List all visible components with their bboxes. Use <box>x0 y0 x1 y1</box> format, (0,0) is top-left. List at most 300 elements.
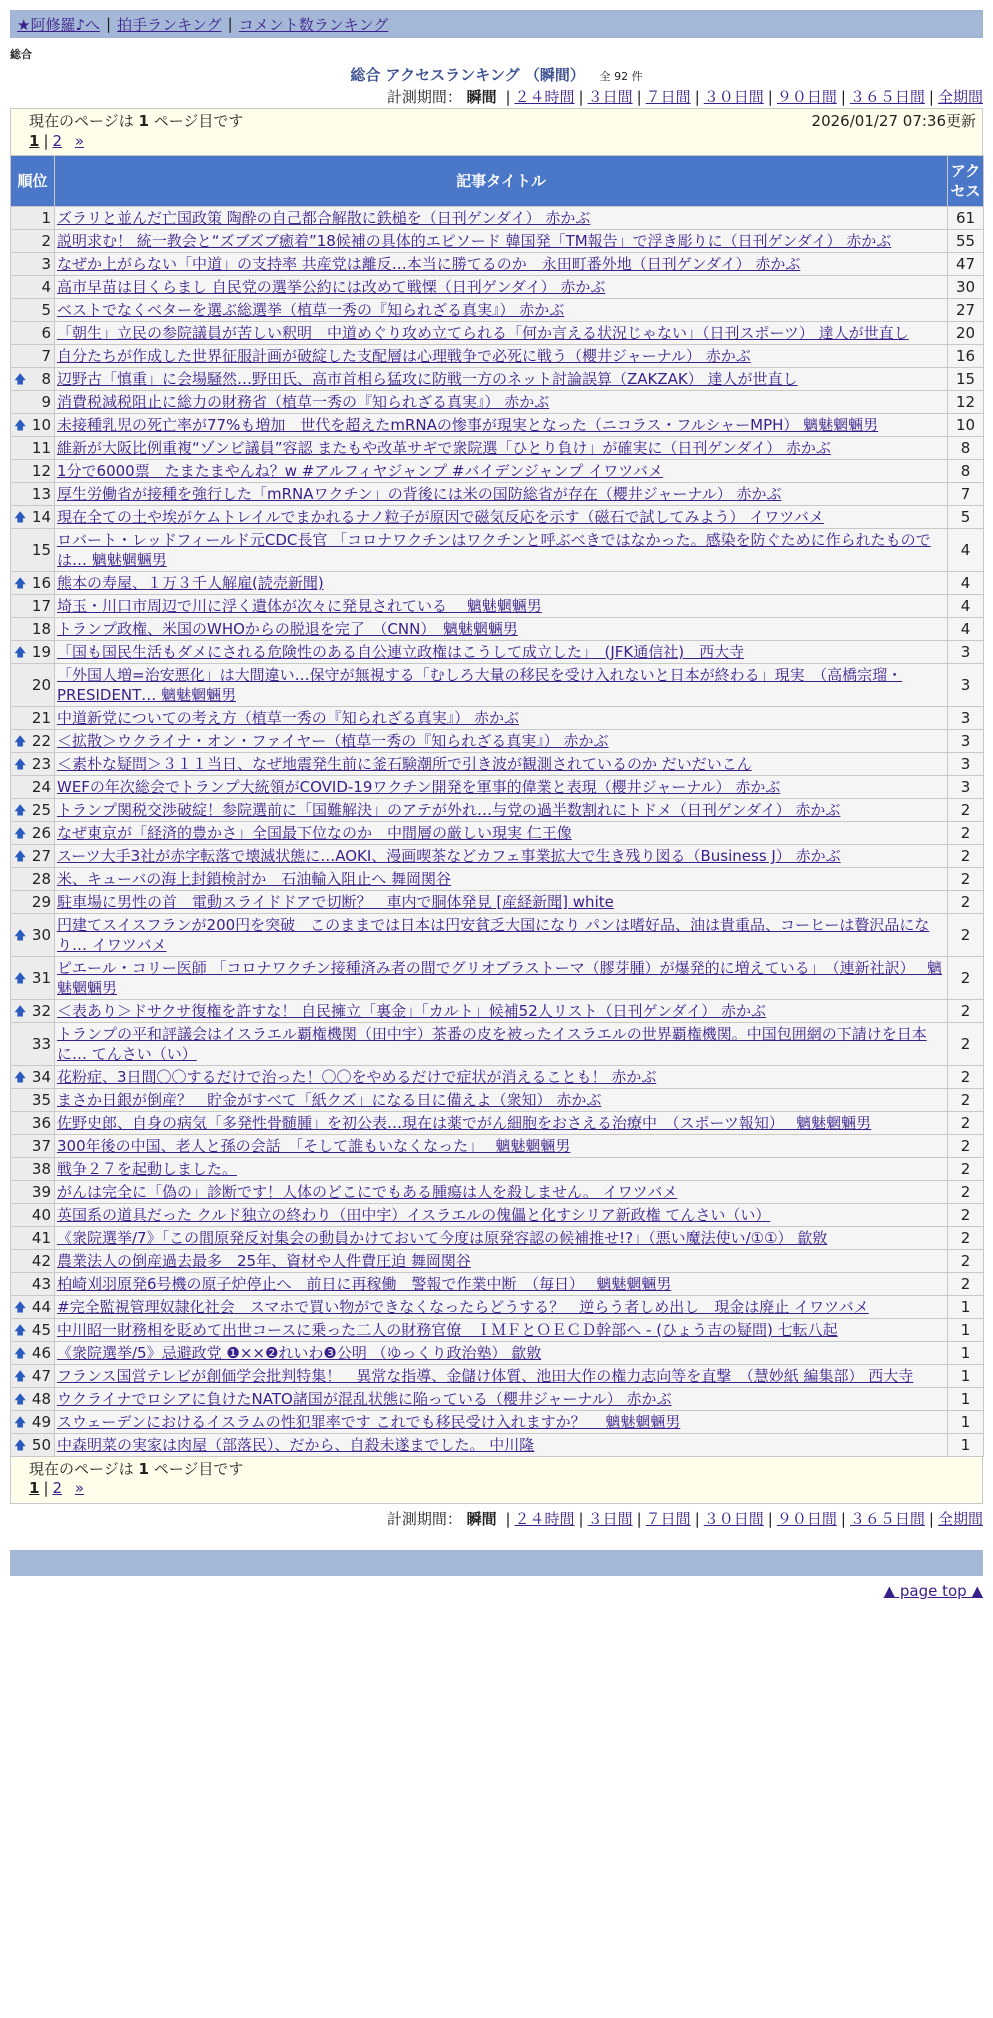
table-row <box>11 460 984 483</box>
title-cell <box>55 664 948 707</box>
rank-number: 15 <box>31 541 51 559</box>
access-count: 2 <box>948 957 984 1000</box>
rank-cell <box>11 664 55 707</box>
pager-current: 1 <box>29 132 40 150</box>
rank-cell <box>11 391 55 414</box>
article-link[interactable]: 中道新党についての考え方（植草一秀の『知られざる真実』） 赤かぶ <box>57 709 519 727</box>
rank-cell <box>11 753 55 776</box>
period-sep: | <box>694 1510 700 1528</box>
article-link[interactable]: スーツ大手3社が赤字転落で壊滅状態に…AOKI、漫画喫茶などカフェ事業拡大で生き残り図る（Business J） 赤かぶ <box>57 847 841 865</box>
period-option-6[interactable]: 全期間 <box>937 88 983 106</box>
article-link[interactable]: 辺野古「慎重」に会場騒然…野田氏、高市首相ら猛攻に防戦一方のネット討論誤算（ZAKZAK） 達人が世直し <box>57 370 798 388</box>
article-link[interactable]: 《衆院選挙/7》「この間原発反対集会の動員かけておいて今度は原発容認の候補推せ!?」（悪い魔法使い/①①） 歙敫 <box>57 1229 828 1247</box>
title-cell <box>55 460 948 483</box>
up-arrow-icon: 🡅 <box>14 418 27 432</box>
rank-number: 47 <box>31 1367 51 1385</box>
article-link[interactable]: フランス国営テレビが創価学会批判特集！ 異常な指導、金儲け体質、池田大作の権力志向等を直撃 （慧妙紙 編集部） 西大寺 <box>57 1367 914 1385</box>
title-cell <box>55 207 948 230</box>
article-link[interactable]: なぜか上がらない「中道」の支持率 共産党は離反…本当に勝てるのか 永田町番外地（日刊ゲンダイ） 赤かぶ <box>57 255 801 273</box>
table-row <box>11 641 984 664</box>
article-link[interactable]: トランプ関税交渉破綻！参院選前に「国難解決」のアテが外れ…与党の過半数割れにトドメ（日刊ゲンダイ） 赤かぶ <box>57 801 841 819</box>
up-arrow-icon: 🡅 <box>14 1070 27 1084</box>
article-link[interactable]: 円建てスイスフランが200円を突破 このままでは日本は円安貧乏大国になり パンは嗜好品、油は貴重品、コーヒーは贅沢品になり… イワツバメ <box>57 916 930 954</box>
table-row <box>11 776 984 799</box>
page-top <box>10 1582 983 1600</box>
article-link[interactable]: ベストでなくベターを選ぶ総選挙（植草一秀の『知られざる真実』） 赤かぶ <box>57 301 565 319</box>
rank-cell <box>11 572 55 595</box>
title-cell <box>55 299 948 322</box>
rank-cell <box>11 253 55 276</box>
access-count: 3 <box>948 707 984 730</box>
page-top-link[interactable]: ▲ page top ▲ <box>883 1582 983 1600</box>
access-count: 4 <box>948 595 984 618</box>
access-count: 2 <box>948 1089 984 1112</box>
access-count: 4 <box>948 572 984 595</box>
rank-cell <box>11 345 55 368</box>
rank-cell <box>11 1296 55 1319</box>
rank-cell <box>11 506 55 529</box>
article-link[interactable]: 説明求む！ 統一教会と“ズブズブ癒着”18候補の具体的エピソード 韓国発「TM報告」で浮き彫りに（日刊ゲンダイ） 赤かぶ <box>57 232 892 250</box>
access-count: 12 <box>948 391 984 414</box>
access-count: 2 <box>948 868 984 891</box>
rank-number: 46 <box>31 1344 51 1362</box>
access-count: 4 <box>948 618 984 641</box>
title-cell <box>55 253 948 276</box>
article-link[interactable]: トランプの平和評議会はイスラエル覇権機関（田中宇）茶番の皮を被ったイスラエルの世界覇権機関。中国包囲網の下請けを日本に… てんさい（い） <box>57 1025 927 1063</box>
table-row <box>11 1158 984 1181</box>
nav-sep: | <box>106 15 112 33</box>
rank-cell <box>11 1158 55 1181</box>
pager-page-2[interactable]: 2 <box>52 132 63 150</box>
period-option-2[interactable]: ７日間 <box>645 88 691 106</box>
access-count: 15 <box>948 368 984 391</box>
access-count: 2 <box>948 1204 984 1227</box>
nav-sep: | <box>227 15 233 33</box>
article-link[interactable]: 米、キューバの海上封鎖検討か 石油輸入阻止へ 舞岡関谷 <box>57 870 452 888</box>
rank-cell <box>11 1342 55 1365</box>
table-row <box>11 618 984 641</box>
title-cell <box>55 845 948 868</box>
period-option-5[interactable]: ３６５日間 <box>849 1510 925 1528</box>
rank-cell <box>11 776 55 799</box>
rank-cell <box>11 1250 55 1273</box>
title-cell <box>55 1273 948 1296</box>
table-row <box>11 1066 984 1089</box>
article-link[interactable]: ＜表あり＞ドサクサ復権を許すな！ 自民擁立「裏金」「カルト」候補52人リスト（日刊ゲンダイ） 赤かぶ <box>57 1002 767 1020</box>
period-sep: | <box>505 1510 511 1528</box>
article-link[interactable]: 1分で6000票 たまたまやんね？w #アルフィヤジャンプ #バイデンジャンプ イワツバメ <box>57 462 663 480</box>
article-link[interactable]: 中森明菜の実家は肉屋（部落民）、だから、自殺未遂までした。 中川隆 <box>57 1436 535 1454</box>
article-link[interactable]: まさか日銀が倒産？ 貯金がすべて「紙クズ」になる日に備えよ（衆知） 赤かぶ <box>57 1091 602 1109</box>
title-cell <box>55 276 948 299</box>
rank-number: 43 <box>31 1275 51 1293</box>
article-link[interactable]: 厚生労働省が接種を強行した「mRNAワクチン」の背後には米の国防総省が存在（櫻井ジャーナル） 赤かぶ <box>57 485 782 503</box>
access-count: 3 <box>948 753 984 776</box>
period-sep: | <box>578 1510 584 1528</box>
article-link[interactable]: 高市早苗は目くらまし 自民党の選挙公約には改めて戦慄（日刊ゲンダイ） 赤かぶ <box>57 278 606 296</box>
up-arrow-icon: 🡅 <box>14 1369 27 1383</box>
up-arrow-icon: 🡅 <box>14 734 27 748</box>
table-row <box>11 664 984 707</box>
rank-cell <box>11 868 55 891</box>
period-option-5[interactable]: ３６５日間 <box>849 88 925 106</box>
period-option-1[interactable]: ３日間 <box>587 1510 633 1528</box>
rank-cell <box>11 730 55 753</box>
rank-number: 27 <box>31 847 51 865</box>
table-row <box>11 1296 984 1319</box>
rank-cell <box>11 1023 55 1066</box>
up-arrow-icon: 🡅 <box>14 510 27 524</box>
table-row <box>11 799 984 822</box>
period-option-4[interactable]: ９０日間 <box>776 1510 837 1528</box>
rank-cell <box>11 1227 55 1250</box>
up-arrow-icon: 🡅 <box>14 1300 27 1314</box>
access-count: 2 <box>948 799 984 822</box>
rank-cell <box>11 1411 55 1434</box>
period-current: 瞬間 <box>466 88 497 106</box>
genre-label: 総合 <box>10 48 32 61</box>
article-link[interactable]: 佐野史郎、自身の病気「多発性骨髄腫」を初公表…現在は薬でがん細胞をおさえる治療中 （スポーツ報知） 魑魅魍魎男 <box>57 1114 872 1132</box>
title-cell <box>55 1089 948 1112</box>
article-link[interactable]: なぜ東京が「経済的豊かさ」全国最下位なのか 中間層の厳しい現実 仁王像 <box>57 824 572 842</box>
access-count: 7 <box>948 483 984 506</box>
table-row <box>11 914 984 957</box>
nav-asyura-link[interactable]: ★阿修羅♪へ <box>17 15 101 34</box>
title-row <box>10 64 983 84</box>
article-link[interactable]: 花粉症、3日間〇〇するだけで治った！〇〇をやめるだけで症状が消えることも！ 赤かぶ <box>57 1068 657 1086</box>
title-cell <box>55 483 948 506</box>
article-link[interactable]: ＜素朴な疑問＞３１１当日、なぜ地震発生前に釜石験潮所で引き波が観測されているのか だいだいこん <box>57 755 752 773</box>
period-option-6[interactable]: 全期間 <box>937 1510 983 1528</box>
title-cell <box>55 618 948 641</box>
access-count: 3 <box>948 730 984 753</box>
article-link[interactable]: ピエール・コリー医師 「コロナワクチン接種済み者の間でグリオブラストーマ（膠芽腫）が爆発的に増えている」 （連新社訳） 魑魅魍魎男 <box>57 959 942 997</box>
table-row <box>11 230 984 253</box>
period-sep: | <box>840 1510 846 1528</box>
rank-cell <box>11 618 55 641</box>
period-selector-top <box>10 86 983 108</box>
rank-cell <box>11 1181 55 1204</box>
period-sep: | <box>636 88 642 106</box>
rank-number: 38 <box>31 1160 51 1178</box>
table-row <box>11 1112 984 1135</box>
title-cell <box>55 1181 948 1204</box>
rank-cell <box>11 799 55 822</box>
access-count: 2 <box>948 1135 984 1158</box>
up-arrow-icon: 🡅 <box>14 1323 27 1337</box>
title-cell <box>55 1112 948 1135</box>
title-cell <box>55 1434 948 1457</box>
rank-number: 3 <box>41 255 51 273</box>
table-row <box>11 1365 984 1388</box>
title-cell <box>55 322 948 345</box>
table-row <box>11 322 984 345</box>
period-sep: | <box>694 88 700 106</box>
table-row <box>11 957 984 1000</box>
rank-cell <box>11 707 55 730</box>
pager-page-2[interactable]: 2 <box>52 1479 63 1497</box>
period-sep: | <box>767 1510 773 1528</box>
article-link[interactable]: 英国系の道具だった クルド独立の終わり（田中宇）イスラエルの傀儡と化すシリア新政権 てんさい（い） <box>57 1206 771 1224</box>
access-count: 10 <box>948 414 984 437</box>
rank-cell <box>11 414 55 437</box>
rank-number: 24 <box>31 778 51 796</box>
pager-bottom: 1 | 2 » <box>29 1479 85 1497</box>
article-link[interactable]: ウクライナでロシアに負けたNATO諸国が混乱状態に陥っている（櫻井ジャーナル） 赤かぶ <box>57 1390 672 1408</box>
period-options <box>501 1510 983 1528</box>
up-arrow-icon: 🡅 <box>14 826 27 840</box>
up-arrow-icon: 🡅 <box>14 1392 27 1406</box>
title-cell <box>55 1066 948 1089</box>
title-cell <box>55 529 948 572</box>
title-cell <box>55 1342 948 1365</box>
rank-cell <box>11 460 55 483</box>
header-rank: 順位 <box>11 156 55 207</box>
article-link[interactable]: #完全監視管理奴隷化社会 スマホで買い物ができなくなったらどうする？ 逆らう者しめ出し 現金は廃止 イワツバメ <box>57 1298 869 1316</box>
period-option-3[interactable]: ３０日間 <box>703 1510 764 1528</box>
rank-number: 6 <box>41 324 51 342</box>
rank-number: 34 <box>31 1068 51 1086</box>
table-row <box>11 299 984 322</box>
rank-cell <box>11 1365 55 1388</box>
nav-clap-ranking-link[interactable]: 拍手ランキング <box>117 15 222 34</box>
page-status-suffix: ページ目です <box>153 1460 244 1478</box>
article-link[interactable]: 維新が大阪比例重複“ゾンビ議員”容認 またもや改革サギで衆院選「ひとり負け」が確実に（日刊ゲンダイ） 赤かぶ <box>57 439 831 457</box>
up-arrow-icon: 🡅 <box>14 757 27 771</box>
access-count: 2 <box>948 1250 984 1273</box>
article-link[interactable]: ズラリと並んだ亡国政策 陶酔の自己都合解散に鉄槌を（日刊ゲンダイ） 赤かぶ <box>57 209 591 227</box>
rank-number: 49 <box>31 1413 51 1431</box>
rank-number: 31 <box>31 969 51 987</box>
article-link[interactable]: 駐車場に男性の首 電動スライドドアで切断？ 車内で胴体発見 [産経新聞] white <box>57 893 614 911</box>
title-cell <box>55 1388 948 1411</box>
rank-cell <box>11 1388 55 1411</box>
period-option-2[interactable]: ７日間 <box>645 1510 691 1528</box>
period-option-1[interactable]: ３日間 <box>587 88 633 106</box>
period-sep: | <box>505 88 511 106</box>
rank-cell <box>11 1434 55 1457</box>
rank-cell <box>11 845 55 868</box>
rank-number: 44 <box>31 1298 51 1316</box>
title-cell <box>55 572 948 595</box>
table-row <box>11 595 984 618</box>
article-link[interactable]: 柏崎刈羽原発6号機の原子炉停止へ 前日に再稼働 警報で作業中断 （毎日） 魑魅魍魎男 <box>57 1275 672 1293</box>
period-option-3[interactable]: ３０日間 <box>703 88 764 106</box>
title-cell <box>55 868 948 891</box>
table-row <box>11 1000 984 1023</box>
title-cell <box>55 707 948 730</box>
rank-number: 5 <box>41 301 51 319</box>
rank-number: 17 <box>31 597 51 615</box>
table-row <box>11 1411 984 1434</box>
article-link[interactable]: 熊本の寿屋、１万３千人解雇(読売新聞) <box>57 574 324 592</box>
article-link[interactable]: 自分たちが作成した世界征服計画が破綻した支配層は心理戦争で必死に戦う（櫻井ジャーナル） 赤かぶ <box>57 347 751 365</box>
rank-cell <box>11 641 55 664</box>
table-row <box>11 483 984 506</box>
up-arrow-icon: 🡅 <box>14 576 27 590</box>
title-cell <box>55 1250 948 1273</box>
pager-next[interactable]: » <box>74 132 85 150</box>
page-info-bottom <box>10 1457 983 1504</box>
page-status-num: 1 <box>138 1460 149 1478</box>
article-link[interactable]: スウェーデンにおけるイスラムの性犯罪率です これでも移民受け入れますか？ 魑魅魍魎男 <box>57 1413 681 1431</box>
title-cell <box>55 822 948 845</box>
nav-comment-ranking-link[interactable]: コメント数ランキング <box>238 15 389 34</box>
page-status-prefix: 現在のページは <box>29 1460 134 1478</box>
up-arrow-icon: 🡅 <box>14 803 27 817</box>
rank-number: 39 <box>31 1183 51 1201</box>
rank-number: 48 <box>31 1390 51 1408</box>
access-count: 1 <box>948 1434 984 1457</box>
access-count: 2 <box>948 822 984 845</box>
table-row <box>11 845 984 868</box>
rank-number: 33 <box>31 1035 51 1053</box>
access-count: 27 <box>948 299 984 322</box>
article-link[interactable]: 現在全ての土や埃がケムトレイルでまかれるナノ粒子が原因で磁気反応を示す（磁石で試してみよう） イワツバメ <box>57 508 824 526</box>
rank-number: 23 <box>31 755 51 773</box>
table-row <box>11 1273 984 1296</box>
article-link[interactable]: 「朝生」立民の参院議員が苦しい釈明 中道めぐり攻め立てられる「何か言える状況じゃない」（日刊スポーツ） 達人が世直し <box>57 324 909 342</box>
article-link[interactable]: 「外国人増=治安悪化」は大間違い…保守が無視する「むしろ大量の移民を受け入れないと日本が終わる」現実 （高橋宗瑠・PRESIDENT… 魑魅魍魎男 <box>57 666 903 704</box>
article-link[interactable]: 「国も国民生活もダメにされる危険性のある自公連立政権はこうして成立した」 (JFK通信社) 西大寺 <box>57 643 745 661</box>
period-sep: | <box>636 1510 642 1528</box>
rank-cell <box>11 914 55 957</box>
page-status <box>29 111 243 131</box>
title-cell <box>55 730 948 753</box>
access-count: 2 <box>948 891 984 914</box>
table-row <box>11 1319 984 1342</box>
pager-next[interactable]: » <box>74 1479 85 1497</box>
period-sep: | <box>767 88 773 106</box>
article-link[interactable]: 戦争２７を起動しました。 <box>57 1160 238 1178</box>
rank-number: 9 <box>41 393 51 411</box>
period-sep: | <box>578 88 584 106</box>
access-count: 2 <box>948 1112 984 1135</box>
article-link[interactable]: 300年後の中国、老人と孫の会話 「そして誰もいなくなった」 魑魅魍魎男 <box>57 1137 571 1155</box>
page-status-suffix: ページ目です <box>153 112 244 130</box>
article-link[interactable]: ロバート・レッドフィールド元CDC長官 「コロナワクチンはワクチンと呼ぶべきではなかった。感染を防ぐために作られたものでは… 魑魅魍魎男 <box>57 531 931 569</box>
rank-number: 12 <box>31 462 51 480</box>
table-header <box>11 156 984 207</box>
access-count: 2 <box>948 1227 984 1250</box>
table-row <box>11 345 984 368</box>
rank-number: 41 <box>31 1229 51 1247</box>
rank-cell <box>11 1273 55 1296</box>
period-sep: | <box>928 1510 934 1528</box>
ranking-table <box>10 155 984 1457</box>
table-row <box>11 1135 984 1158</box>
access-count: 8 <box>948 460 984 483</box>
rank-cell <box>11 1066 55 1089</box>
title-cell <box>55 641 948 664</box>
period-label: 計測期間： <box>386 1510 462 1528</box>
access-count: 2 <box>948 1000 984 1023</box>
page-status-prefix: 現在のページは <box>29 112 134 130</box>
rank-cell <box>11 822 55 845</box>
rank-cell <box>11 322 55 345</box>
access-count: 1 <box>948 1296 984 1319</box>
article-link[interactable]: 《衆院選挙/5》忌避政党 ❶××❷れいわ❸公明 （ゆっくり政治塾） 歙敫 <box>57 1344 542 1362</box>
title-cell <box>55 595 948 618</box>
article-link[interactable]: ＜拡散＞ウクライナ・オン・ファイヤー（植草一秀の『知られざる真実』） 赤かぶ <box>57 732 609 750</box>
rank-number: 28 <box>31 870 51 888</box>
article-link[interactable]: WEFの年次総会でトランプ大統領がCOVID-19ワクチン開発を軍事的偉業と表現（櫻井ジャーナル） 赤かぶ <box>57 778 781 796</box>
article-link[interactable]: トランプ政権、米国のWHOからの脱退を完了 （CNN） 魑魅魍魎男 <box>57 620 518 638</box>
rank-number: 18 <box>31 620 51 638</box>
article-link[interactable]: 農業法人の倒産過去最多 25年、資材や人件費圧迫 舞岡関谷 <box>57 1252 471 1270</box>
rank-number: 37 <box>31 1137 51 1155</box>
rank-number: 22 <box>31 732 51 750</box>
access-count: 1 <box>948 1388 984 1411</box>
rank-number: 21 <box>31 709 51 727</box>
access-count: 2 <box>948 1181 984 1204</box>
rank-number: 45 <box>31 1321 51 1339</box>
rank-number: 40 <box>31 1206 51 1224</box>
access-count: 2 <box>948 1273 984 1296</box>
table-row <box>11 437 984 460</box>
table-row <box>11 1434 984 1457</box>
access-count: 2 <box>948 845 984 868</box>
article-link[interactable]: がんは完全に「偽の」診断です！人体のどこにでもある腫瘍は人を殺しません。 イワツバメ <box>57 1183 678 1201</box>
rank-number: 1 <box>41 209 51 227</box>
up-arrow-icon: 🡅 <box>14 971 27 985</box>
title-cell <box>55 776 948 799</box>
header-access: アクセス <box>948 156 984 207</box>
rank-number: 29 <box>31 893 51 911</box>
article-link[interactable]: 消費税減税阻止に総力の財務省（植草一秀の『知られざる真実』） 赤かぶ <box>57 393 550 411</box>
access-count: 30 <box>948 276 984 299</box>
title-cell <box>55 1158 948 1181</box>
title-cell <box>55 345 948 368</box>
rank-cell <box>11 1319 55 1342</box>
period-current: 瞬間 <box>466 1510 497 1528</box>
access-count: 1 <box>948 1319 984 1342</box>
page-info-top <box>10 108 983 155</box>
access-count: 2 <box>948 1158 984 1181</box>
article-link[interactable]: 未接種乳児の死亡率が77%も増加 世代を超えたmRNAの惨事が現実となった（ニコラス・フルシャーMPH） 魑魅魍魎男 <box>57 416 879 434</box>
title-cell <box>55 799 948 822</box>
period-option-4[interactable]: ９０日間 <box>776 88 837 106</box>
access-count: 2 <box>948 1023 984 1066</box>
rank-cell <box>11 368 55 391</box>
access-count: 1 <box>948 1365 984 1388</box>
article-link[interactable]: 中川昭一財務相を貶めて出世コースに乗った二人の財務官僚 ＩＭＦとＯＥＣＤ幹部へ - (ひょう吉の疑問) 七転八起 <box>57 1321 838 1339</box>
rank-cell <box>11 299 55 322</box>
pager-current: 1 <box>29 1479 40 1497</box>
access-count: 2 <box>948 914 984 957</box>
access-count: 47 <box>948 253 984 276</box>
rank-cell <box>11 230 55 253</box>
period-option-0[interactable]: ２４時間 <box>514 88 575 106</box>
period-option-0[interactable]: ２４時間 <box>514 1510 575 1528</box>
article-link[interactable]: 埼玉・川口市周辺で川に浮く遺体が次々に発見されている 魑魅魍魎男 <box>57 597 542 615</box>
access-count: 3 <box>948 641 984 664</box>
title-cell <box>55 1135 948 1158</box>
rank-number: 35 <box>31 1091 51 1109</box>
page <box>10 10 983 1600</box>
rank-number: 42 <box>31 1252 51 1270</box>
table-row <box>11 391 984 414</box>
rank-number: 32 <box>31 1002 51 1020</box>
period-sep: | <box>928 88 934 106</box>
table-row <box>11 207 984 230</box>
up-arrow-icon: 🡅 <box>14 1004 27 1018</box>
top-nav <box>10 10 983 38</box>
title-cell <box>55 753 948 776</box>
period-options <box>501 88 983 106</box>
table-row <box>11 414 984 437</box>
table-row <box>11 891 984 914</box>
